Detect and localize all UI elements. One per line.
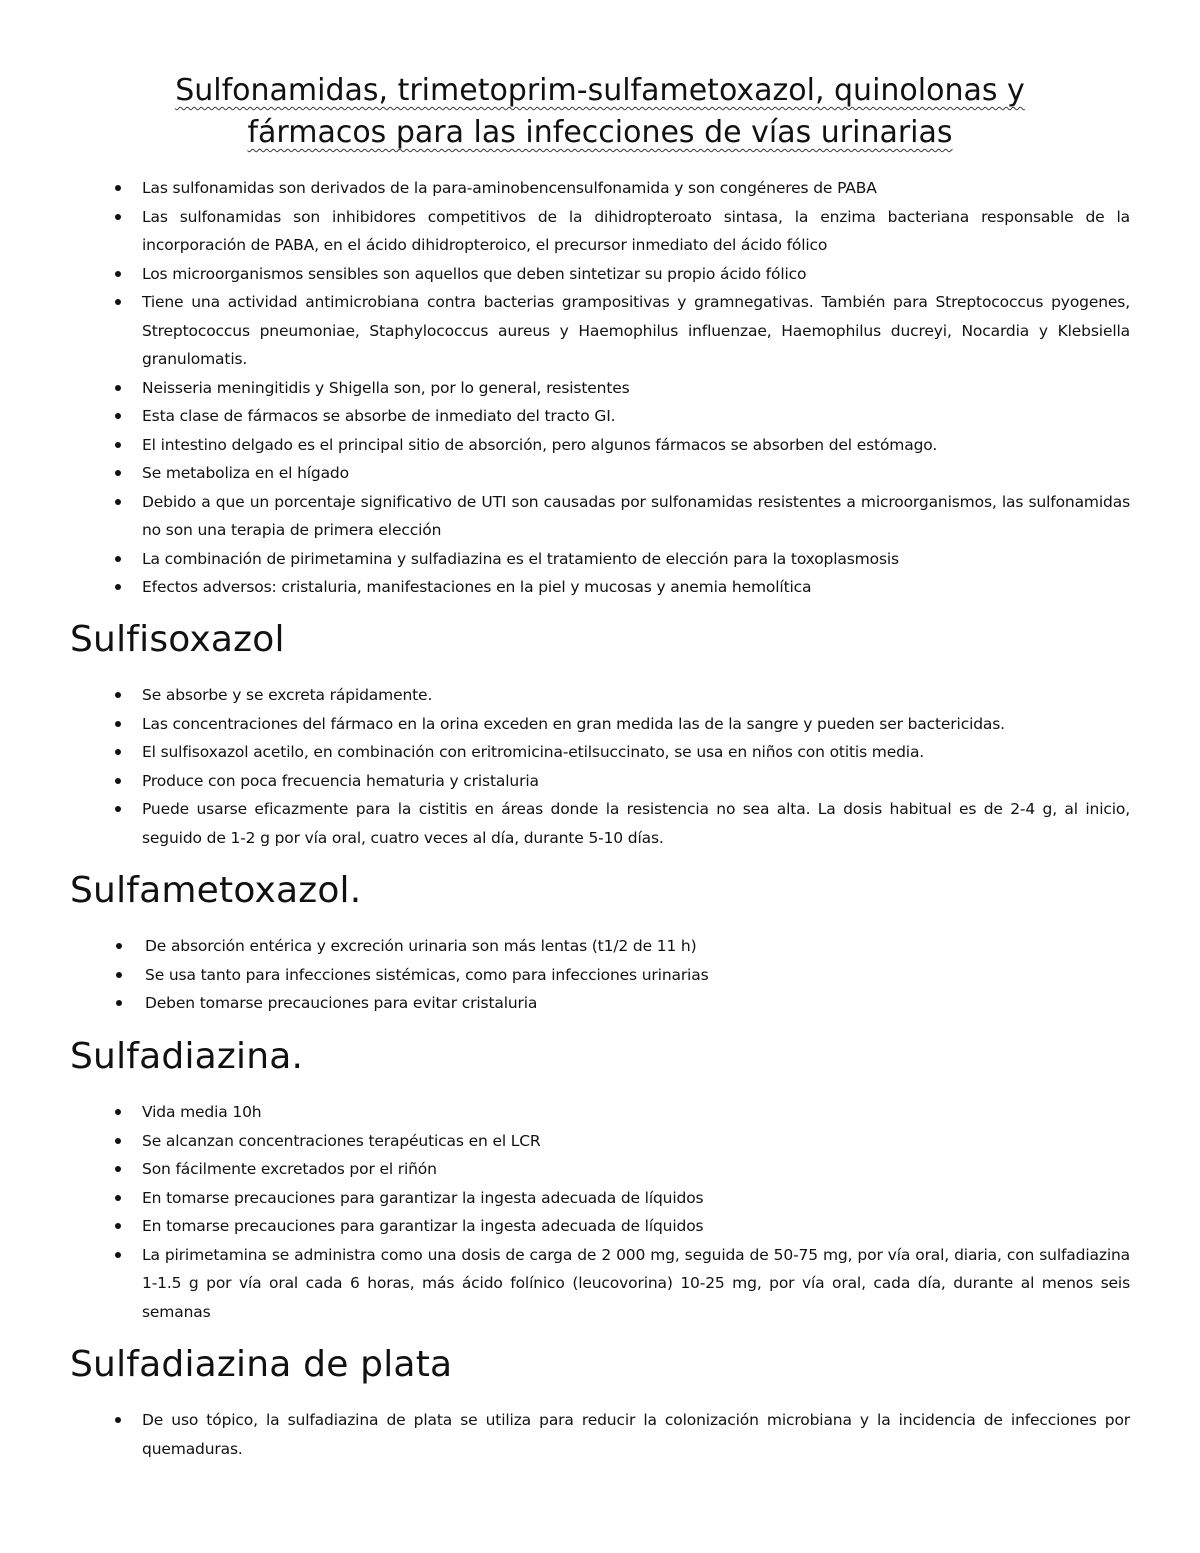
list-item-text: De absorción entérica y excreción urinaria son más lentas (t1/2 de 11 h) [145,937,697,955]
bullet-icon [115,1417,121,1423]
list-item-text: De uso tópico, la sulfadiazina de plata se utiliza para reducir la colonización microbiana y la incidencia de infecciones por quemaduras. [142,1411,1130,1458]
list-item-text: Deben tomarse precauciones para evitar cristaluria [145,994,538,1012]
list-item [70,1406,1130,1463]
bullet-icon [115,442,121,448]
list-item-text: El intestino delgado es el principal sitio de absorción, pero algunos fármacos se absorben del estómago. [142,435,938,454]
list-item [70,681,1130,710]
bullet-icon [116,943,122,949]
bullet-icon [115,692,121,698]
list-item [70,203,1130,260]
bullet-icon [115,749,121,755]
list-item [70,989,1130,1018]
list-item-text: Se absorbe y se excreta rápidamente. [142,686,433,704]
list-item-text: Neisseria meningitidis y Shigella son, por lo general, resistentes [142,378,630,397]
bullet-icon [115,778,121,784]
list-item [70,174,1130,203]
bullet-icon [115,1166,121,1172]
bullet-icon [115,1223,121,1229]
list-item [70,288,1130,374]
list-item [70,402,1130,431]
list-item-text: Puede usarse eficazmente para la cistitis en áreas donde la resistencia no sea alta. La dosis habitual es de 2-4 g, al inicio, seguido de 1-2 g por vía oral, cuatro veces al día, durante 5-10 días. [142,800,1130,847]
bullet-icon [115,1252,121,1258]
list-item-text: En tomarse precauciones para garantizar la ingesta adecuada de líquidos [142,1188,704,1207]
list-item-text: Las sulfonamidas son derivados de la para-aminobencensulfonamida y son congéneres de PABA [142,179,877,197]
bullet-icon [115,413,121,419]
list-item-text: Debido a que un porcentaje significativo de UTI son causadas por sulfonamidas resistentes a microorganismos, las sulfonamidas no son una terapia de primera elección [142,492,1130,539]
bullet-icon [115,470,121,476]
intro-bullet-list [70,174,1130,602]
list-item-text: Los microorganismos sensibles son aquellos que deben sintetizar su propio ácido fólico [142,264,807,283]
bullet-icon [115,1109,121,1115]
document-title-line-1: Sulfonamidas, trimetoprim-sulfametoxazol, quinolonas y [175,73,1025,108]
list-item [70,795,1130,852]
section-heading-sulfametoxazol: Sulfametoxazol. [70,870,362,911]
list-item [70,1184,1130,1213]
bullet-icon [115,499,121,505]
list-item [70,260,1130,289]
list-item-text: Las concentraciones del fármaco en la orina exceden en gran medida las de la sangre y pueden ser bactericidas. [142,714,1005,733]
list-item [70,431,1130,460]
list-item [70,374,1130,403]
list-item-text: Esta clase de fármacos se absorbe de inmediato del tracto GI. [142,407,616,425]
section-heading-sulfisoxazol: Sulfisoxazol [70,619,285,660]
list-item-text: Son fácilmente excretados por el riñón [142,1160,437,1178]
bullet-icon [115,1138,121,1144]
bullet-icon [115,584,121,590]
sulfametoxazol-bullet-list [70,932,1130,1018]
bullet-icon [115,385,121,391]
bullet-icon [115,271,121,277]
bullet-icon [115,721,121,727]
bullet-icon [116,1000,122,1006]
list-item [70,545,1130,574]
list-item [70,710,1130,739]
list-item [70,1098,1130,1127]
sulfadiazina-bullet-list [70,1098,1130,1326]
list-item-text: La combinación de pirimetamina y sulfadiazina es el tratamiento de elección para la toxoplasmosis [142,549,899,568]
list-item [70,488,1130,545]
bullet-icon [115,214,121,220]
bullet-icon [115,556,121,562]
list-item-text: Vida media 10h [142,1103,262,1121]
list-item-text: Efectos adversos: cristaluria, manifestaciones en la piel y mucosas y anemia hemolítica [142,578,812,596]
bullet-icon [115,185,121,191]
list-item-text: Se metaboliza en el hígado [142,464,349,482]
bullet-icon [115,806,121,812]
list-item-text: Produce con poca frecuencia hematuria y cristaluria [142,771,539,790]
document-title-line-2: fármacos para las infecciones de vías urinarias [247,115,953,150]
list-item [70,738,1130,767]
list-item-text: El sulfisoxazol acetilo, en combinación con eritromicina-etilsuccinato, se usa en niños con otitis media. [142,743,925,761]
list-item [70,1241,1130,1327]
list-item-text: En tomarse precauciones para garantizar la ingesta adecuada de líquidos [142,1217,704,1235]
list-item [70,1127,1130,1156]
section-heading-sulfadiazina-de-plata: Sulfadiazina de plata [70,1344,453,1385]
list-item [70,573,1130,602]
bullet-icon [115,1195,121,1201]
sulfisoxazol-bullet-list [70,681,1130,852]
list-item [70,459,1130,488]
list-item [70,961,1130,990]
section-heading-sulfadiazina: Sulfadiazina. [70,1036,304,1077]
list-item-text: La pirimetamina se administra como una dosis de carga de 2 000 mg, seguida de 50-75 mg, por vía oral, diaria, con sulfadiazina 1-1.5 g por vía oral cada 6 horas, más ácido folínico (leucovorina) 10-25 mg, por vía oral, cada día, durante al menos seis semanas [142,1245,1130,1321]
bullet-icon [115,299,121,305]
list-item-text: Las sulfonamidas son inhibidores competitivos de la dihidropteroato sintasa, la enzima bacteriana responsable de la incorporación de PABA, en el ácido dihidropteroico, el precursor inmediato del ácido fólico [142,207,1130,254]
list-item [70,1155,1130,1184]
list-item-text: Se usa tanto para infecciones sistémicas, como para infecciones urinarias [145,965,709,984]
list-item [70,1212,1130,1241]
list-item-text: Se alcanzan concentraciones terapéuticas en el LCR [142,1131,541,1150]
list-item [70,932,1130,961]
list-item-text: Tiene una actividad antimicrobiana contra bacterias grampositivas y gramnegativas. También para Streptococcus pyogenes, Streptococcus pneumoniae, Staphylococcus aureus y Haemophilus influenzae, Haemophilus ducreyi, Nocardia y Klebsiella granulomatis. [142,293,1130,368]
list-item [70,767,1130,796]
document-title [70,70,1130,154]
bullet-icon [116,972,122,978]
sulfadiazina-de-plata-bullet-list [70,1406,1130,1463]
